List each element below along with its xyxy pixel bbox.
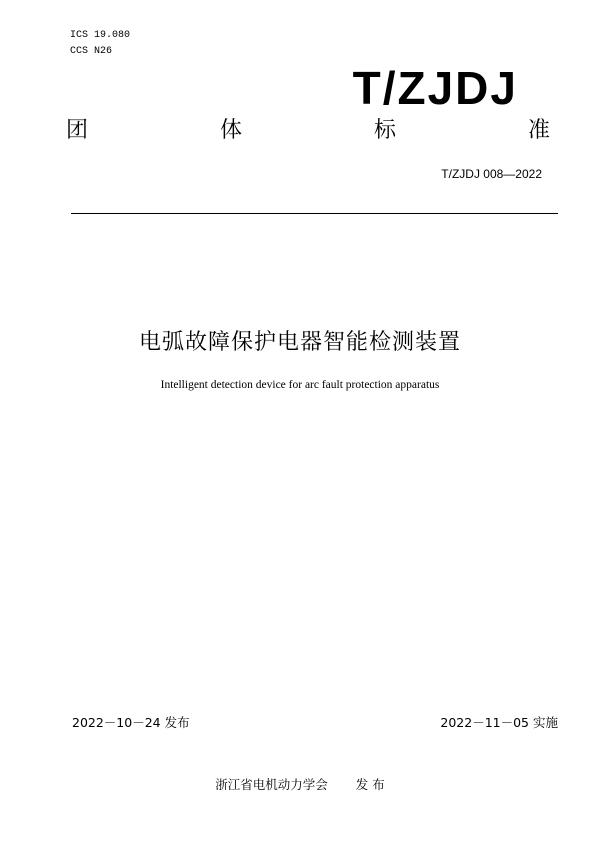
ccs-code: CCS N26 [70,46,113,57]
header-divider [71,213,558,214]
document-number: T/ZJDJ 008—2022 [441,167,542,181]
publish-label: 发 布 [355,777,385,792]
standard-type [66,116,550,146]
standard-type-char: 团 [66,118,89,143]
title-chinese: 电弧故障保护电器智能检测装置 [138,330,461,355]
classification-codes [70,28,130,60]
publisher-line [0,776,600,794]
issue-date: 2022－10－24 发布 [72,715,190,730]
implementation-date: 2022－11－05 实施 [440,715,558,730]
standard-type-char: 体 [219,118,242,143]
publisher-name: 浙江省电机动力学会 [215,777,328,792]
standard-type-char: 标 [373,118,396,143]
ics-code: ICS 19.080 [70,30,131,41]
standard-code-logo: T/ZJDJ [352,62,518,114]
standard-type-char: 准 [527,118,550,143]
title-english: Intelligent detection device for arc fault protection apparatus [160,379,440,391]
